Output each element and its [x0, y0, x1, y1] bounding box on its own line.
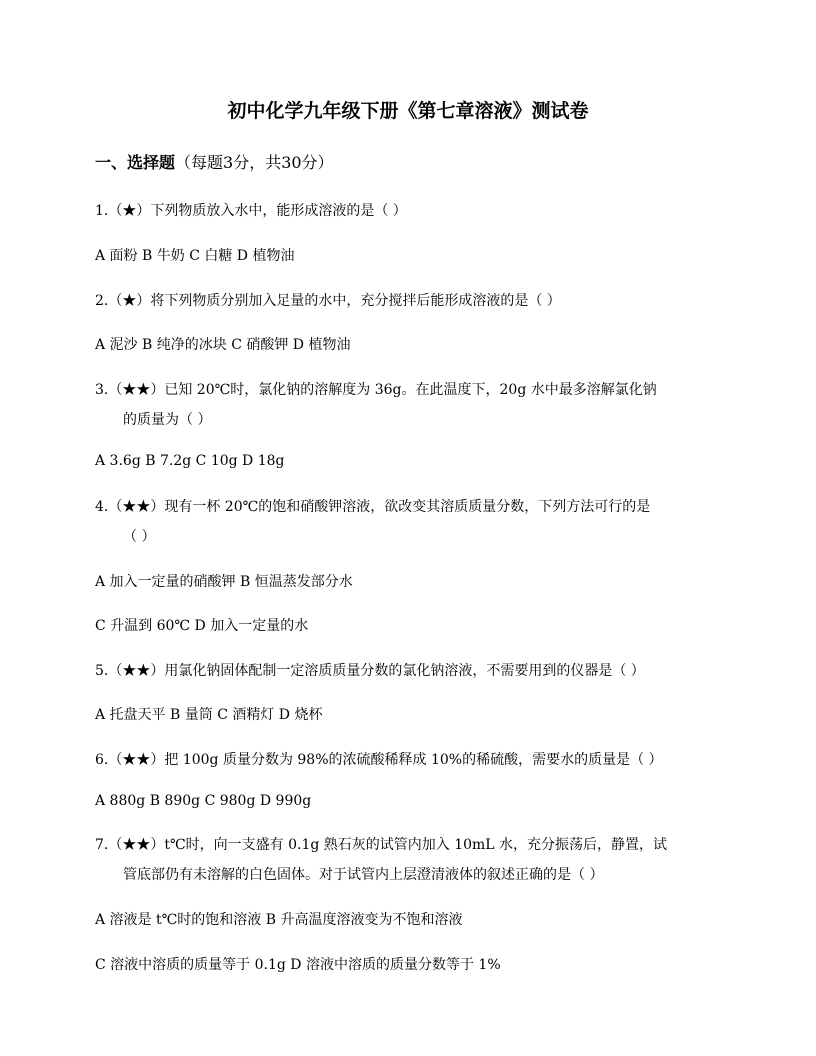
options-4b: C 升温到 60℃ D 加入一定量的水: [95, 618, 309, 634]
question-3-cont: 的质量为（ ）: [123, 412, 212, 428]
question-2: 2.（★）将下列物质分别加入足量的水中，充分搅拌后能形成溶液的是（ ）: [95, 293, 561, 309]
section-heading: [95, 150, 334, 173]
options-1: A 面粉 B 牛奶 C 白糖 D 植物油: [95, 248, 295, 264]
question-4: 4.（★★）现有一杯 20℃的饱和硝酸钾溶液，欲改变其溶质质量分数，下列方法可行的是: [95, 499, 651, 515]
question-7: 7.（★★）t℃时，向一支盛有 0.1g 熟石灰的试管内加入 10mL 水，充分振荡后，静置，试: [95, 837, 668, 853]
options-3: A 3.6g B 7.2g C 10g D 18g: [95, 453, 285, 469]
question-3: 3.（★★）已知 20℃时，氯化钠的溶解度为 36g。在此温度下，20g 水中最多溶解氯化钠: [95, 382, 657, 398]
question-5: 5.（★★）用氯化钠固体配制一定溶质质量分数的氯化钠溶液，不需要用到的仪器是（ ）: [95, 663, 645, 679]
question-1: 1.（★）下列物质放入水中，能形成溶液的是（ ）: [95, 203, 407, 219]
page-title: 初中化学九年级下册《第七章溶液》测试卷: [227, 100, 589, 122]
options-7b: C 溶液中溶质的质量等于 0.1g D 溶液中溶质的质量分数等于 1%: [95, 957, 501, 973]
section-note: （每题3分，共30分）: [175, 153, 334, 172]
section-title: 一、选择题: [95, 153, 176, 172]
options-5: A 托盘天平 B 量筒 C 酒精灯 D 烧杯: [95, 707, 323, 723]
question-6: 6.（★★）把 100g 质量分数为 98%的浓硫酸稀释成 10%的稀硫酸，需要水的质量是（ ）: [95, 752, 663, 768]
options-4a: A 加入一定量的硝酸钾 B 恒温蒸发部分水: [95, 574, 353, 590]
options-7a: A 溶液是 t℃时的饱和溶液 B 升高温度溶液变为不饱和溶液: [95, 912, 463, 928]
options-2: A 泥沙 B 纯净的冰块 C 硝酸钾 D 植物油: [95, 337, 351, 353]
options-6: A 880g B 890g C 980g D 990g: [95, 793, 312, 809]
question-7-cont: 管底部仍有未溶解的白色固体。对于试管内上层澄清液体的叙述正确的是（ ）: [123, 867, 604, 883]
question-4-cont: （ ）: [123, 529, 156, 545]
